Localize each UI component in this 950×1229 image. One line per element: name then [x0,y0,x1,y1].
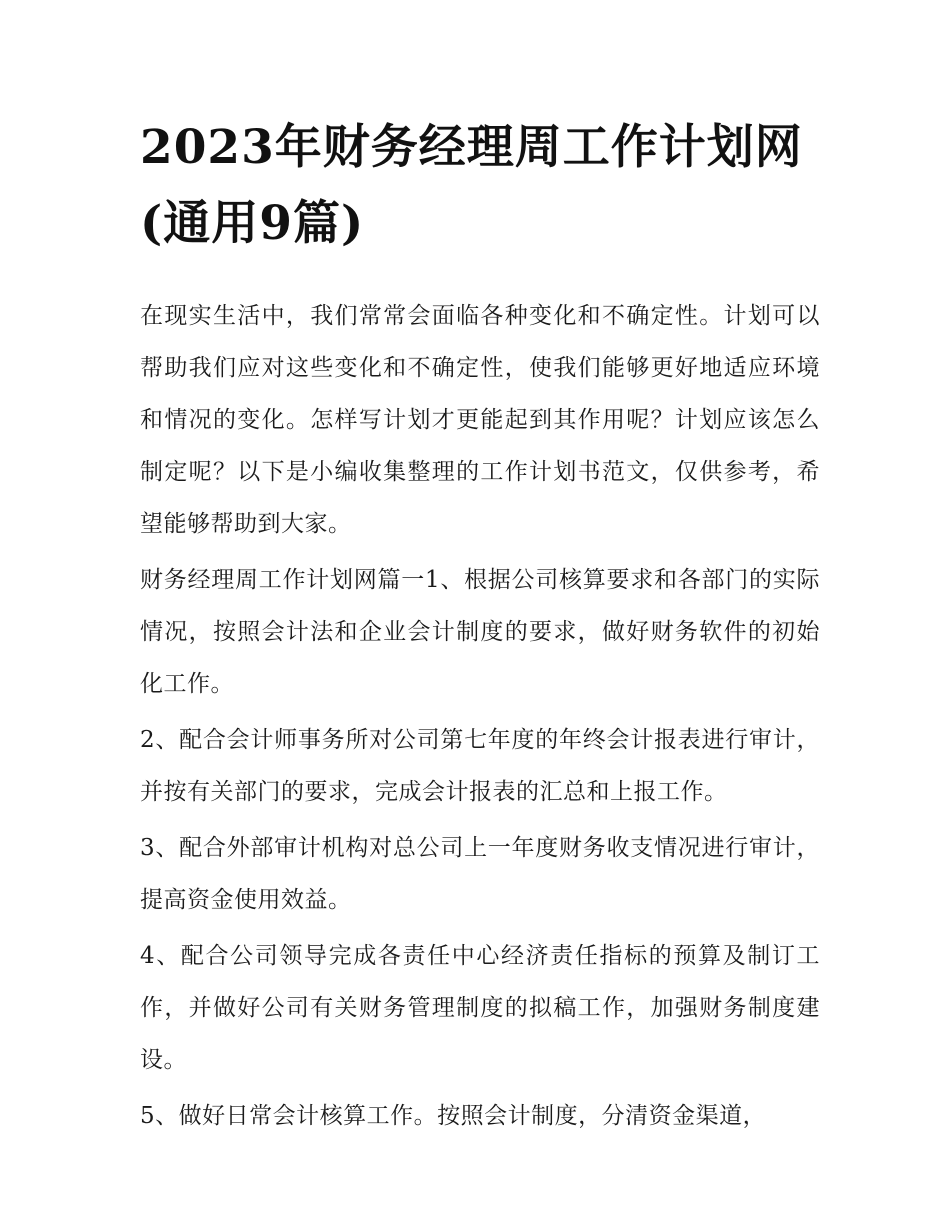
section-one-item-5: 5、做好日常会计核算工作。按照会计制度，分清资金渠道， [140,1103,767,1129]
section-one-item-4: 4、配合公司领导完成各责任中心经济责任指标的预算及制订工作，并做好公司有关财务管理制度的拟稿工作，加强财务制度建设。 [140,943,820,1073]
section-one-item-2: 2、配合会计师事务所对公司第七年度的年终会计报表进行审计，并按有关部门的要求，完成会计报表的汇总和上报工作。 [140,727,820,805]
section-one-item-1: 财务经理周工作计划网篇一1、根据公司核算要求和各部门的实际情况，按照会计法和企业会计制度的要求，做好财务软件的初始化工作。 [140,567,820,697]
document-title: 2023年财务经理周工作计划网(通用9篇) [140,120,803,251]
intro-paragraph: 在现实生活中，我们常常会面临各种变化和不确定性。计划可以帮助我们应对这些变化和不确定性，使我们能够更好地适应环境和情况的变化。怎样写计划才更能起到其作用呢？计划应该怎么制定呢？以下是小编收集整理的工作计划书范文，仅供参考，希望能够帮助到大家。 [140,303,820,537]
document-page [140,110,820,1146]
document-body [140,290,820,1142]
section-one-item-3: 3、配合外部审计机构对总公司上一年度财务收支情况进行审计，提高资金使用效益。 [140,835,820,913]
